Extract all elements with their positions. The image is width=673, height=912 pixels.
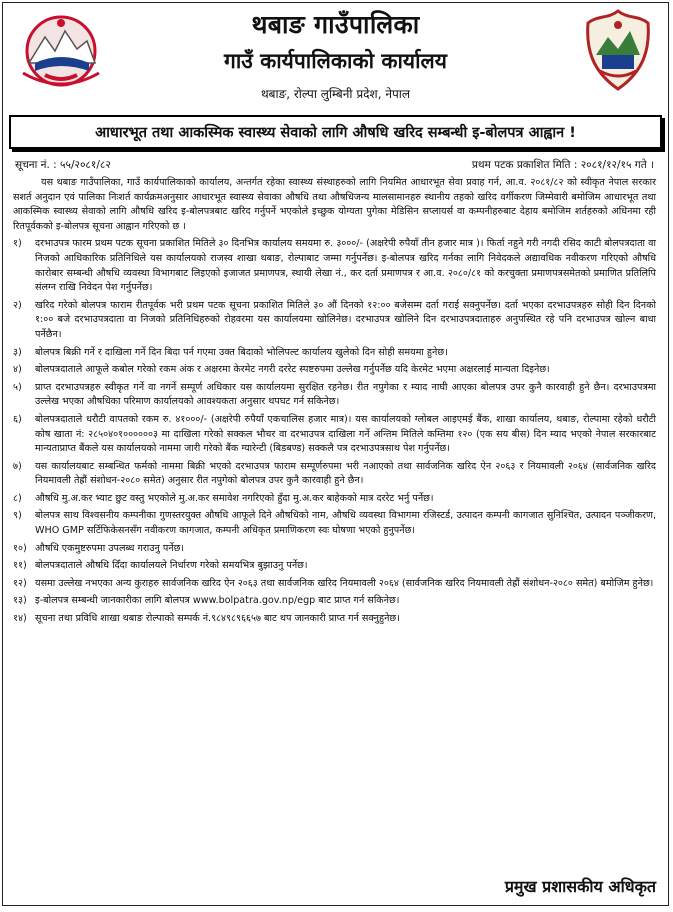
condition-text: औषधि मु.अ.कर भ्याट छुट वस्तु भएकोले मु.अ.कर समावेश नगरिएको हुँदा मु.अ.कर बाहेकको मात्र दररेट भर्नु पर्नेछ। (35, 492, 434, 504)
condition-number: ११) (13, 560, 27, 572)
condition-text: दरभाउपत्र फारम प्रथम पटक सूचना प्रकाशित मितिले ३० दिनभित्र कार्यालय समयमा रु. ३०००/- (अक्षरेपी रुपैयाँ तीन हजार मात्र )। फिर्ता नहुने गरी नगदी रसिद काटी बोलपत्रदाता वा निजको आधिकारिक प्रतिनिधिले यस कार्यालयको राजस्व शाखा थबाङ, रोल्पाबाट जम्मा गर्नुपर्नेछ। इ-बोलपत्र खरिद गर्नका लागि निवेदकले अद्यावधिक नवीकरण गरिएको औषधि कारोबार सम्बन्धी औषधि व्यवस्था विभागबाट लिइएको इजाजत प्रमाणपत्र, स्थायी लेखा नं., कर दर्ता प्रमाणपत्र र आ.व. २०८०/८१ को करचुक्ता प्रमाणपत्रसमेतको प्रमाणित प्रतिलिपि संलग्न राखि निवेदन पेश गर्नुपर्नेछ। (35, 238, 656, 294)
condition-item (13, 594, 656, 609)
condition-item (13, 492, 656, 507)
condition-text: प्राप्त दरभाउपत्रहरु स्वीकृत गर्ने वा नगर्ने सम्पूर्ण अधिकार यस कार्यालयमा सुरक्षित रहनेछ। रीत नपुगेका र म्याद नाघी आएका बोलपत्र उपर कुनै कारवाही हुने छैन। दरभाउपत्रमा उल्लेख भएका औषधिका परिमाण कार्यालयको आवश्यकता अनुसार थपघट गर्न सकिनेछ। (35, 381, 656, 408)
condition-number: ९) (13, 510, 22, 522)
condition-number: १३) (13, 595, 27, 607)
condition-item (13, 577, 656, 592)
thabang-municipality-logo-icon (578, 9, 658, 91)
condition-item (13, 542, 656, 557)
condition-number: २) (13, 299, 22, 311)
condition-text: औषधि एकमुष्टरुपमा उपलब्ध गराउनु पर्नेछ। (35, 542, 185, 554)
published-date: प्रथम पटक प्रकाशित मिति : २०८१/१२/१५ गते । (471, 159, 654, 171)
condition-number: ८) (13, 492, 22, 504)
condition-item (13, 460, 656, 489)
condition-number: १) (13, 238, 22, 250)
condition-item (13, 363, 656, 378)
condition-number: ७) (13, 460, 22, 472)
condition-text: बोलपत्रदाताले औषधि दिँदा कार्यालयले निर्धारण गरेको समयभित्र बुझाउनु पर्नेछ। (35, 560, 308, 572)
condition-text: बोलपत्र साथ विश्वसनीय कम्पनीका गुणस्तरयुक्त औषधि आफूले दिने औषधिको नाम, औषधि व्यवस्था विभागमा रजिस्टर्ड, उत्पादन कम्पनी कागजात सुनिश्चित, उत्पादन पञ्जीकरण, WHO GMP सर्टिफिकेसनसँग नवीकरण कागजात, कम्पनी अधिकृत प्रमाणिकरण स्वः घोषणा भएको हुनुपर्नेछ। (35, 510, 656, 537)
notice-body (3, 176, 668, 627)
tender-notice-banner: आधारभूत तथा आकस्मिक स्वास्थ्य सेवाको लागि औषधि खरिद सम्बन्धी इ-बोलपत्र आह्वान ! (9, 115, 662, 149)
condition-number: ४) (13, 364, 22, 376)
condition-item (13, 237, 656, 295)
condition-text: यसमा उल्लेख नभएका अन्य कुराहरु सार्वजनिक खरिद ऐन २०६३ तथा सार्वजनिक खरिद नियमावली २०६४ (सार्वजनिक खरिद नियमावली तेह्रौं संशोधन-२०८० समेत) बमोजिम हुनेछ। (35, 577, 654, 589)
condition-text: यस कार्यालयबाट सम्बन्धित फर्मको नाममा बिक्री भएको दरभाउपत्र फाराम सम्पूर्णरुपमा भरी नआएको तथा सार्वजनिक खरिद ऐन २०६३ र नियमावली २०६४ (सार्वजनिक खरिद नियमावली तेह्रौं संशोधन-२०८० समेत) अनुसार रीत नपुगेको बोलपत्र उपर कुनै कारवाही हुने छैन। (35, 460, 656, 487)
condition-number: १२) (13, 577, 27, 589)
notice-meta (15, 158, 654, 172)
condition-text: खरिद गरेको बोलपत्र फाराम रीतपूर्वक भरी प्रथम पटक सूचना प्रकाशित मितिले ३० औं दिनको १२:०० बजेसम्म दर्ता गराई सक्नुपर्नेछ। दर्ता भएका दरभाउपत्रहरु सोही दिन दिनको १:०० बजे दरभाउपत्रदाता वा निजको प्रतिनिधिहरुको रोहवरमा यस कार्यालयमा खोलिनेछ। दरभाउपत्र खोलिने दिन दरभाउपत्रदाताहरु अनुपस्थित रहे पनि दरभाउपत्र खोल्न बाधा पर्नेछैन। (35, 299, 656, 340)
office-address: थबाङ, रोल्पा लुम्बिनी प्रदेश, नेपाल (260, 87, 411, 101)
office-subtitle: गाउँ कार्यपालिकाको कार्यालय (224, 49, 447, 73)
condition-number: १४) (13, 613, 27, 625)
condition-item (13, 509, 656, 538)
condition-item (13, 413, 656, 457)
condition-text: इ-बोलपत्र सम्बन्धी जानकारीका लागि बोलपत्र www.bolpatra.gov.np/egp बाट प्राप्त गर्न सकिनेछ। (35, 595, 400, 607)
condition-text: बोलपत्रदाताले आफूले कबोल गरेको रकम अंक र अक्षरमा केरमेट नगरी दररेट स्पष्टरुपमा उल्लेख गर्नुपर्नेछ यदि केरमेट भएमा अक्षरलाई मान्यता दिइनेछ। (35, 364, 550, 376)
condition-number: १०) (13, 542, 27, 554)
condition-item (13, 299, 656, 343)
condition-number: ५) (13, 381, 22, 393)
condition-item (13, 381, 656, 410)
notice-number: सूचना नं. : ५५/२०८१/८२ (15, 159, 111, 171)
office-title: थबाङ गाउँपालिका (251, 10, 420, 39)
condition-text: सूचना तथा प्रविधि शाखा थबाङ रोल्पाको सम्पर्क नं.९८४९८९६६५७ बाट थप जानकारी प्राप्त गर्न सक्नुहुनेछ। (35, 613, 400, 625)
intro-paragraph: यस थबाङ गाउँपालिका, गाउँ कार्यपालिकाको कार्यालय, अन्तर्गत रहेका स्वास्थ्य संस्थाहरुको लागि नियमित आधारभूत सेवा प्रवाह गर्न, आ.व. २०८१/८२ को स्वीकृत नेपाल सरकार सशर्त अनुदान एवं पालिका निःशर्त कार्यक्रमअनुसार आधारभूत स्वास्थ्य सेवाका औषधि तथा औषधिजन्य मालसामानहरु स्थानीय तहको खरिद वर्गीकरण जिम्मेवारी बमोजिम आधारभूत तथा आकस्मिक स्वास्थ्य सेवाको लागि औषधि खरिद इ-बोलपत्रबाट खरिद गर्नुपर्ने भएकोले इच्छुक योग्यता पुगेका मेडिसिन सप्लायर्स वा कम्पनीहरुबाट देहाय बमोजिम शर्तहरुको अधिनमा रही रितपूर्वकको इ-बोलपत्र सूचना आह्वान गरिएको छ । (13, 177, 656, 232)
condition-number: ६) (13, 413, 22, 425)
condition-number: ३) (13, 346, 22, 358)
condition-item (13, 346, 656, 361)
condition-item (13, 612, 656, 627)
signature-line: प्रमुख प्रशासकीय अधिकृत (504, 877, 656, 896)
condition-text: बोलपत्रदाताले धरौटी वापतको रकम रु. ४१०००/- (अक्षरेपी रुपैयाँ एकचालिस हजार मात्र)। यस कार्यालयको ग्लोबल आइएमई बैंक, शाखा कार्यालय, थबाङ, रोल्पामा रहेको धरौटी कोष खाता नं: २८५०४०१००००००३ मा दाखिला गरेको सक्कल भौचर वा दरभाउपत्र दाखिला गर्ने अन्तिम मितिले कम्तिमा १२० (एक सय बीस) दिन म्याद भएको नेपाल सरकारबाट मान्यताप्राप्त बैंकले यस कार्यालयको नाममा जारी गरेको बैंक ग्यारेन्टी (बिडबण्ड) सक्कलै पत्र दरभाउपत्रसाथ पेश गर्नुपर्नेछ। (35, 413, 656, 455)
condition-text: बोलपत्र बिक्री गर्ने र दाखिला गर्ने दिन बिदा पर्न गएमा उक्त बिदाको भोलिपल्ट कार्यालय खुलेको दिन सोही समयमा हुनेछ। (35, 346, 448, 358)
notice-page (2, 2, 669, 906)
letterhead (3, 3, 668, 115)
condition-item (13, 559, 656, 574)
